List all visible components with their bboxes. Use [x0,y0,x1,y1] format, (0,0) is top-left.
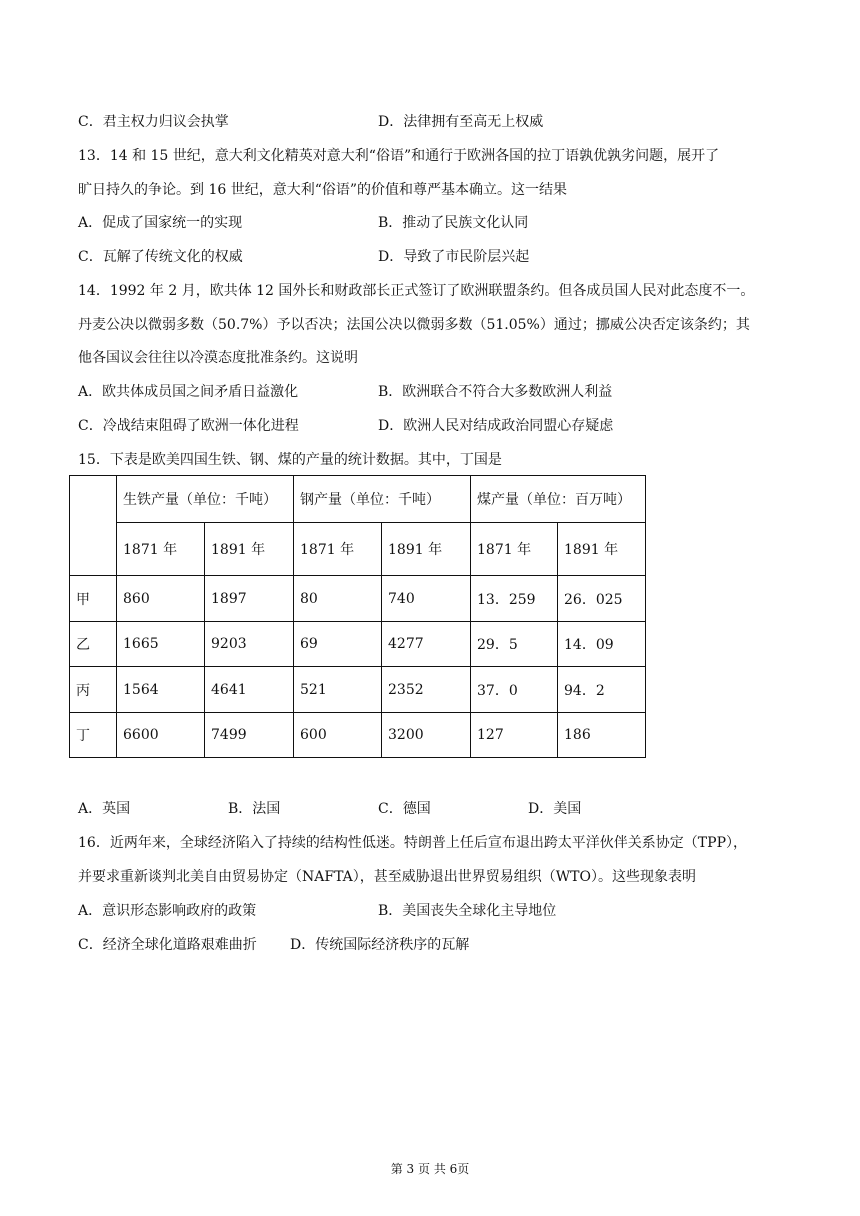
table-cell: 600 [294,713,382,758]
table-group-header: 生铁产量（单位：千吨） [117,476,294,523]
table-group-header-row [70,476,646,523]
table-corner-cell [70,476,117,576]
table-cell: 860 [117,576,205,622]
q12-option-d: D．法律拥有至高无上权威 [378,114,544,130]
table-cell: 1665 [117,622,205,667]
table-cell: 80 [294,576,382,622]
table-row-label: 丁 [70,713,117,758]
table-cell: 29．5 [471,622,558,667]
table-cell: 186 [558,713,646,758]
table-cell: 26．025 [558,576,646,622]
q13-option-d: D．导致了市民阶层兴起 [378,249,530,265]
table-cell: 2352 [382,667,471,713]
q15-option-c: C．德国 [378,801,431,817]
table-year-header: 1871 年 [117,523,205,576]
table-cell: 3200 [382,713,471,758]
production-table [69,475,646,758]
table-cell: 14．09 [558,622,646,667]
table-cell: 4641 [205,667,294,713]
q15-option-b: B．法国 [228,801,281,817]
q13-option-a: A．促成了国家统一的实现 [78,215,243,231]
q12-option-c: C．君主权力归议会执掌 [78,114,229,130]
table-cell: 9203 [205,622,294,667]
q13-stem-line2: 旷日持久的争论。到 16 世纪，意大利“俗语”的价值和尊严基本确立。这一结果 [78,182,568,198]
q13-option-c: C．瓦解了传统文化的权威 [78,249,243,265]
table-cell: 69 [294,622,382,667]
table-year-header: 1891 年 [205,523,294,576]
table-year-header: 1871 年 [471,523,558,576]
table-row-label: 丙 [70,667,117,713]
q14-stem-line2: 丹麦公决以微弱多数（50.7%）予以否决；法国公决以微弱多数（51.05%）通过；挪威公决否定该条约；其 [78,317,750,333]
table-cell: 740 [382,576,471,622]
table-cell: 4277 [382,622,471,667]
table-row [70,713,646,758]
table-cell: 6600 [117,713,205,758]
table-row-label: 甲 [70,576,117,622]
table-row [70,576,646,622]
q15-stem: 15．下表是欧美四国生铁、钢、煤的产量的统计数据。其中，丁国是 [78,452,502,468]
q16-stem-line2: 并要求重新谈判北美自由贸易协定（NAFTA），甚至威胁退出世界贸易组织（WTO）。这些现象表明 [78,869,696,885]
table-row [70,622,646,667]
table-cell: 127 [471,713,558,758]
q14-stem-line1: 14．1992 年 2 月，欧共体 12 国外长和财政部长正式签订了欧洲联盟条约。但各成员国人民对此态度不一。 [78,283,755,299]
q16-stem-line1: 16．近两年来，全球经济陷入了持续的结构性低迷。特朗普上任后宣布退出跨太平洋伙伴关系协定（TPP）， [78,835,747,851]
table-cell: 94．2 [558,667,646,713]
table-group-header: 煤产量（单位：百万吨） [471,476,646,523]
table-row-label: 乙 [70,622,117,667]
table-cell: 521 [294,667,382,713]
table-cell: 7499 [205,713,294,758]
q14-option-d: D．欧洲人民对结成政治同盟心存疑虑 [378,418,614,434]
table-cell: 37．0 [471,667,558,713]
table-cell: 1564 [117,667,205,713]
table-group-header: 钢产量（单位：千吨） [294,476,471,523]
q15-option-a: A．英国 [78,801,131,817]
table-year-header: 1871 年 [294,523,382,576]
table-year-header: 1891 年 [382,523,471,576]
page-footer: 第 3 页 共 6页 [390,1162,470,1176]
q14-option-a: A．欧共体成员国之间矛盾日益激化 [78,384,299,400]
q16-option-c: C．经济全球化道路艰难曲折 [78,937,257,953]
q15-option-d: D．美国 [528,801,582,817]
q16-option-d: D．传统国际经济秩序的瓦解 [290,937,470,953]
table-year-header: 1891 年 [558,523,646,576]
q14-option-b: B．欧洲联合不符合大多数欧洲人利益 [378,384,613,400]
q13-stem-line1: 13．14 和 15 世纪，意大利文化精英对意大利“俗语”和通行于欧洲各国的拉丁语孰优孰劣问题，展开了 [78,148,720,164]
q14-stem-line3: 他各国议会往往以冷漠态度批准条约。这说明 [78,350,358,366]
table-cell: 1897 [205,576,294,622]
q13-option-b: B．推动了民族文化认同 [378,215,529,231]
table-cell: 13．259 [471,576,558,622]
table-year-header-row [70,523,646,576]
q16-option-a: A．意识形态影响政府的政策 [78,903,257,919]
table-row [70,667,646,713]
q14-option-c: C．冷战结束阻碍了欧洲一体化进程 [78,418,299,434]
q16-option-b: B．美国丧失全球化主导地位 [378,903,557,919]
